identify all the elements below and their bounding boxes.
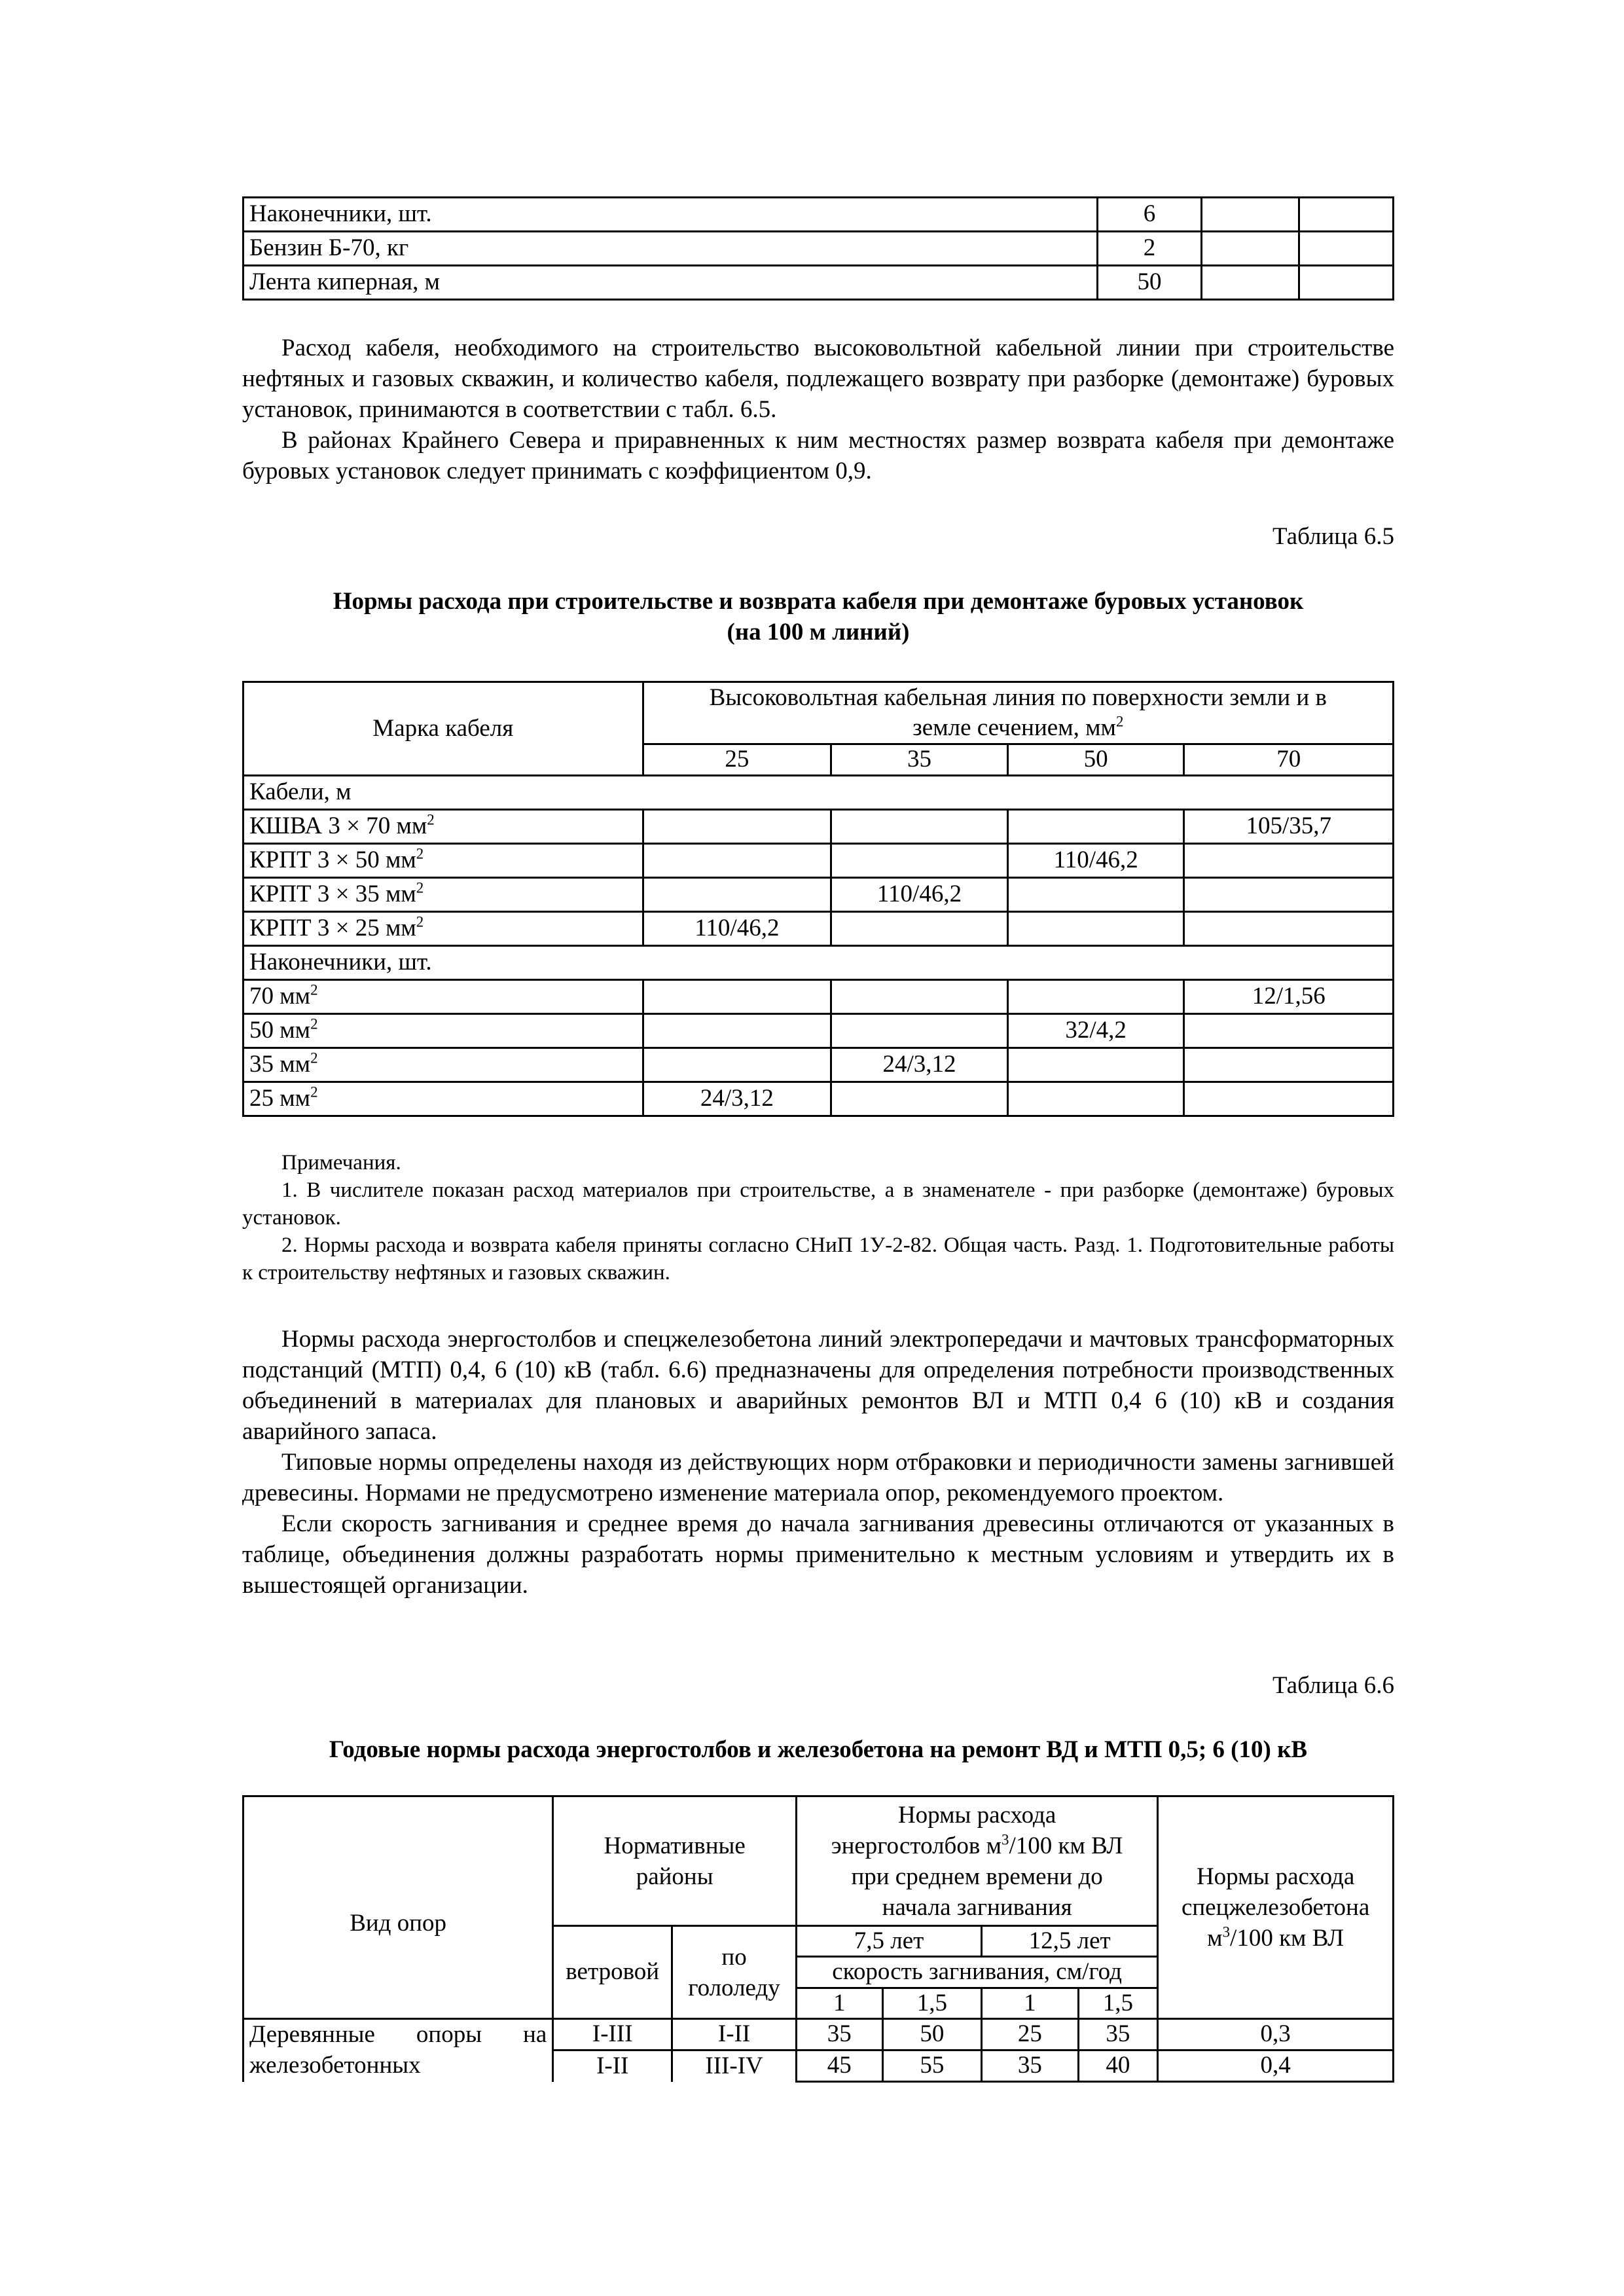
empty-cell [1202, 266, 1299, 300]
cell-v4: 35 [1078, 2019, 1158, 2050]
text-block-1 [242, 333, 1394, 486]
cell-70 [1184, 1082, 1394, 1116]
paragraph: Нормы расхода энергостолбов и спецжелезобетона линий электропередачи и мачтовых трансформаторных подстанций (МТП) 0,4, 6 (10) кВ (табл. 6.6) предназначены для определения потребности производственных объединений в материалах для плановых и аварийных ремонтов ВЛ и МТП 0,4 6 (10) кВ и создания аварийного запаса. [242, 1326, 1394, 1445]
cell-25 [643, 810, 831, 844]
cell-70 [1184, 1014, 1394, 1048]
group-row [244, 776, 1394, 810]
table-row [244, 266, 1394, 300]
cell-25: 24/3,12 [643, 1082, 831, 1116]
group-label-tips: Наконечники, шт. [244, 946, 1394, 980]
row-name: 35 $мм^2$ [244, 1048, 643, 1082]
paragraph: В районах Крайнего Севера и приравненных к ним местностях размер возврата кабеля при демонтаже буровых установок следует принимать с коэффициентом 0,9. [242, 427, 1394, 484]
row-name: Лента киперная, м [244, 266, 1098, 300]
cell-70: 12/1,56 [1184, 980, 1394, 1014]
cell-50 [1007, 912, 1184, 946]
table-row [244, 1048, 1394, 1082]
cell-50 [1007, 1048, 1184, 1082]
group-label-cables: Кабели, м [244, 776, 1394, 810]
cell-wind: I-II [553, 2050, 672, 2082]
header-section: 25 [643, 744, 831, 776]
cell-25 [643, 1048, 831, 1082]
header-section: 70 [1184, 744, 1394, 776]
row-name: КРПТ 3 × 50 $мм^2$ [244, 844, 643, 878]
header-type: Вид опор [244, 1796, 553, 2019]
table-row [244, 980, 1394, 1014]
paragraph: Типовые нормы определены находя из действующих норм отбраковки и периодичности замены загнившей древесины. Нормами не предусмотрено изменение материала опор, рекомендуемого проектом. [242, 1449, 1394, 1506]
cell-50 [1007, 810, 1184, 844]
text-block-2 [242, 1324, 1394, 1601]
cell-50 [1007, 878, 1184, 912]
cell-v1: 35 [796, 2019, 882, 2050]
empty-cell [1202, 198, 1299, 232]
table-title-line1: Нормы расхода при строительстве и возврата кабеля при демонтаже буровых установок [333, 588, 1304, 615]
header-speed: скорость загнивания, см/год [796, 1957, 1157, 1988]
cell-spec: 0,3 [1158, 2019, 1394, 2050]
row-name: КРПТ 3 × 25 $мм^2$ [244, 912, 643, 946]
row-label: железобетонных [244, 2050, 553, 2082]
cell-50: 110/46,2 [1007, 844, 1184, 878]
header-norms: Нормы расхода энергостолбов $м^3/100$ км ВЛ при среднем времени до начала загнивания [796, 1796, 1157, 1926]
table-6-5 [242, 681, 1394, 1117]
cell-35 [831, 980, 1008, 1014]
header-cable-brand: Марка кабеля [244, 682, 643, 776]
note-item: 1. В числителе показан расход материалов при строительстве, а в знаменателе - при разборке (демонтаже) буровых установок. [242, 1178, 1394, 1230]
row-name: 25 $мм^2$ [244, 1082, 643, 1116]
cell-70: 105/35,7 [1184, 810, 1394, 844]
cell-25 [643, 1014, 831, 1048]
table-row [244, 844, 1394, 878]
cell-35: 24/3,12 [831, 1048, 1008, 1082]
cell-v3: 25 [982, 2019, 1078, 2050]
empty-cell [1299, 198, 1394, 232]
cell-70 [1184, 1048, 1394, 1082]
notes-block [242, 1149, 1394, 1286]
cell-v2: 55 [882, 2050, 982, 2082]
table-row [244, 912, 1394, 946]
row-name: 70 $мм^2$ [244, 980, 643, 1014]
table-row [244, 198, 1394, 232]
table-title [242, 586, 1394, 647]
cell-35: 110/46,2 [831, 878, 1008, 912]
empty-cell [1299, 266, 1394, 300]
cell-35 [831, 1014, 1008, 1048]
table-row [244, 2019, 1394, 2050]
cell-v2: 50 [882, 2019, 982, 2050]
cell-50 [1007, 980, 1184, 1014]
cell-v3: 35 [982, 2050, 1078, 2082]
row-label: Деревянные опоры на [244, 2019, 553, 2050]
note-item: 2. Нормы расхода и возврата кабеля приняты согласно СНиП 1У-2-82. Общая часть. Разд. 1. Подготовительные работы к строительству нефтяных и газовых скважин. [242, 1233, 1394, 1285]
empty-cell [1202, 232, 1299, 266]
header-wind: ветровой [553, 1926, 672, 2019]
cell-70 [1184, 878, 1394, 912]
cell-35 [831, 1082, 1008, 1116]
table-label: Таблица 6.5 [1272, 523, 1394, 550]
cell-25 [643, 980, 831, 1014]
header-group-line2: земле сечением, $мм^2$ [912, 713, 1124, 741]
row-name: 50 $мм^2$ [244, 1014, 643, 1048]
cell-50: 32/4,2 [1007, 1014, 1184, 1048]
header-speed-value: 1,5 [1078, 1988, 1158, 2018]
row-value: 50 [1097, 266, 1201, 300]
table-6-6 [242, 1795, 1394, 2083]
row-name: Наконечники, шт. [244, 198, 1098, 232]
table-header-row [244, 1796, 1394, 1926]
cell-spec: 0,4 [1158, 2050, 1394, 2082]
row-name: КРПТ 3 × 35 $мм^2$ [244, 878, 643, 912]
cell-wind: I-III [553, 2019, 672, 2050]
table-title: Годовые нормы расхода энергостолбов и железобетона на ремонт ВД и МТП 0,5; 6 (10) кВ [329, 1736, 1308, 1763]
cell-ice: I-II [672, 2019, 797, 2050]
row-value: 6 [1097, 198, 1201, 232]
paragraph: Если скорость загнивания и среднее время до начала загнивания древесины отличаются от указанных в таблице, объединения должны разработать нормы применительно к местным условиям и утвердить их в вышестоящей организации. [242, 1510, 1394, 1599]
paragraph: Расход кабеля, необходимого на строительство высоковольтной кабельной линии при строительстве нефтяных и газовых скважин, и количество кабеля, подлежащего возврату при разборке (демонтаже) буровых установок, принимаются в соответствии с табл. 6.5. [242, 335, 1394, 423]
table-row [244, 1014, 1394, 1048]
header-ice: по гололеду [672, 1926, 797, 2019]
cell-v4: 40 [1078, 2050, 1158, 2082]
table-row [244, 1082, 1394, 1116]
cell-50 [1007, 1082, 1184, 1116]
group-row [244, 946, 1394, 980]
top-table [242, 196, 1394, 301]
header-speed-value: 1 [982, 1988, 1078, 2018]
table-row [244, 232, 1394, 266]
notes-heading: Примечания. [281, 1151, 401, 1175]
table-row [244, 878, 1394, 912]
table-row [244, 2050, 1394, 2082]
table-title-line2: (на 100 м линий) [727, 619, 910, 646]
header-section: 35 [831, 744, 1008, 776]
cell-35 [831, 844, 1008, 878]
header-spec: Нормы расхода спецжелезобетона $м^3/100$ км ВЛ [1158, 1796, 1394, 2019]
header-years-2: 12,5 лет [982, 1926, 1158, 1957]
table-row [244, 810, 1394, 844]
header-group-line1: Высоковольтная кабельная линия по поверхности земли и в [709, 684, 1327, 711]
row-name: КШВА 3 × 70 $мм^2$ [244, 810, 643, 844]
row-name: Бензин Б-70, кг [244, 232, 1098, 266]
cell-25: 110/46,2 [643, 912, 831, 946]
table-header-row [244, 682, 1394, 744]
row-value: 2 [1097, 232, 1201, 266]
cell-25 [643, 878, 831, 912]
header-group [643, 682, 1393, 744]
cell-35 [831, 912, 1008, 946]
cell-70 [1184, 912, 1394, 946]
empty-cell [1299, 232, 1394, 266]
header-years-1: 7,5 лет [796, 1926, 981, 1957]
cell-v1: 45 [796, 2050, 882, 2082]
cell-ice: III-IV [672, 2050, 797, 2082]
table-label: Таблица 6.6 [1272, 1672, 1394, 1699]
cell-35 [831, 810, 1008, 844]
cell-70 [1184, 844, 1394, 878]
header-speed-value: 1 [796, 1988, 882, 2018]
header-regions: Нормативные районы [553, 1796, 797, 1926]
header-section: 50 [1007, 744, 1184, 776]
cell-25 [643, 844, 831, 878]
header-speed-value: 1,5 [882, 1988, 982, 2018]
